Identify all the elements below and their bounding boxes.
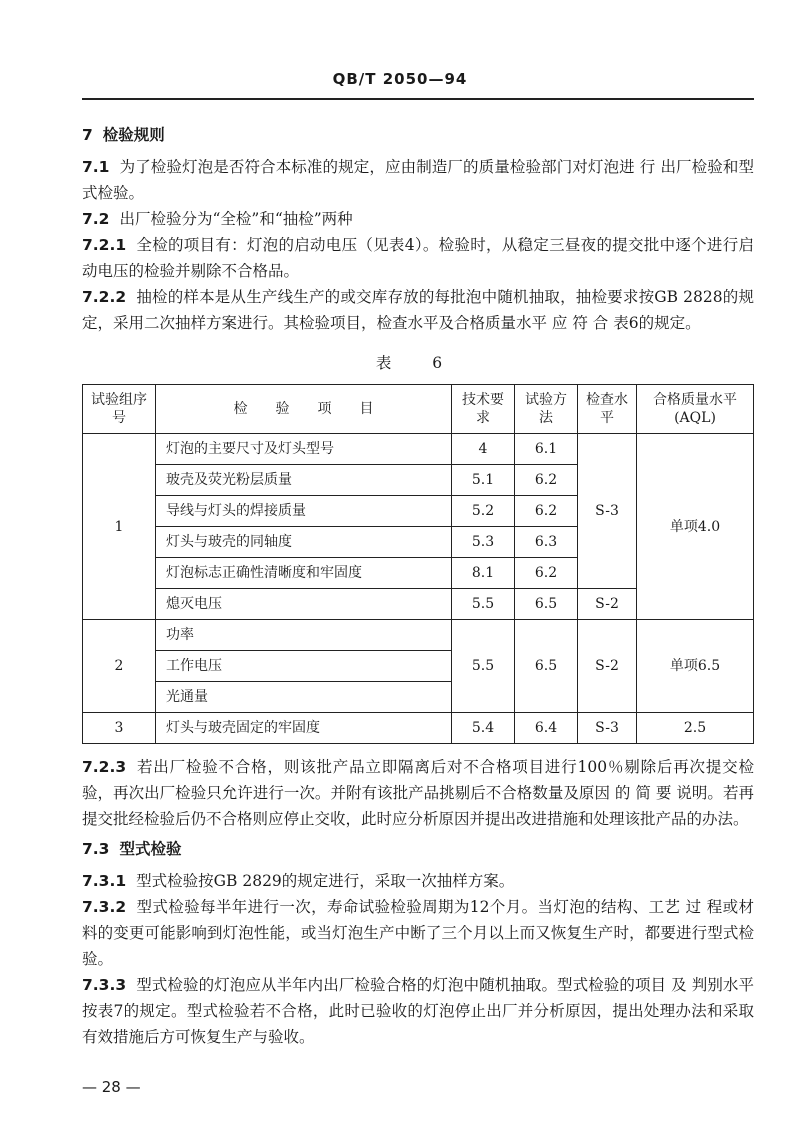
table-6-title: 表 6 (375, 354, 461, 372)
group-number: 2 (83, 620, 156, 713)
clause-text: 若出厂检验不合格，则该批产品立即隔离后对不合格项目进行100％剔除后再次提交检验，再次出厂检验只允许进行一次。并附有该批产品挑剔后不合格数量及原因 的 简 要 说明。若再提交批经检验后仍不合格则应停止交收，此时应分析原因并提出改进措施和处理该批产品的办法。 (82, 758, 754, 828)
clause-7-3-1 (82, 868, 754, 894)
clause-7-2 (82, 206, 754, 232)
col-tech-header: 技术要求 (452, 385, 515, 434)
clause-7-3-2 (82, 894, 754, 972)
method-cell: 6.2 (515, 496, 578, 527)
clause-number: 7.3.1 (82, 872, 127, 890)
tech-cell: 4 (452, 434, 515, 465)
clause-number: 7.2.3 (82, 758, 127, 776)
clause-text: 型式检验每半年进行一次，寿命试验检验周期为12个月。当灯泡的结构、工艺 过 程或材料的变更可能影响到灯泡性能，或当灯泡生产中断了三个月以上而又恢复生产时，都要进行型式检验。 (82, 898, 754, 968)
group-number: 3 (83, 713, 156, 744)
clause-number: 7.1 (82, 158, 110, 176)
clause-text: 全检的项目有：灯泡的启动电压（见表4）。检验时，从稳定三昼夜的提交批中逐个进行启动电压的检验并剔除不合格品。 (82, 236, 754, 280)
tech-cell: 5.4 (452, 713, 515, 744)
clause-7-2-2 (82, 284, 754, 336)
clause-text: 为了检验灯泡是否符合本标准的规定，应由制造厂的质量检验部门对灯泡进 行 出厂检验和型式检验。 (82, 158, 754, 202)
item-cell: 功率 (156, 620, 452, 651)
col-aql-header: 合格质量水平(AQL) (637, 385, 754, 434)
clause-number: 7.3 (82, 840, 110, 858)
col-level-header: 检查水平 (578, 385, 637, 434)
item-cell: 玻壳及荧光粉层质量 (156, 465, 452, 496)
tech-cell: 5.3 (452, 527, 515, 558)
col-group-header: 试验组序号 (83, 385, 156, 434)
page-number: — 28 — (82, 1078, 141, 1096)
aql-cell: 2.5 (637, 713, 754, 744)
clause-text: 出厂检验分为“全检”和“抽检”两种 (119, 210, 353, 228)
method-cell: 6.2 (515, 558, 578, 589)
method-cell: 6.3 (515, 527, 578, 558)
item-cell: 导线与灯头的焊接质量 (156, 496, 452, 527)
item-cell: 灯泡标志正确性清晰度和牢固度 (156, 558, 452, 589)
clause-number: 7.2 (82, 210, 110, 228)
clause-7-2-1 (82, 232, 754, 284)
method-cell: 6.5 (515, 620, 578, 713)
level-cell: S-3 (578, 434, 637, 589)
clause-number: 7.2.1 (82, 236, 127, 254)
header-rule (82, 98, 754, 100)
tech-cell: 5.5 (452, 620, 515, 713)
clause-text: 抽检的样本是从生产线生产的或交库存放的每批泡中随机抽取，抽检要求按GB 2828的规定，采用二次抽样方案进行。其检验项目，检查水平及合格质量水平 应 符 合 表6的规定。 (82, 288, 754, 332)
table-header-row (83, 385, 754, 434)
clause-number: 7.2.2 (82, 288, 127, 306)
section-title: 检验规则 (102, 125, 165, 144)
level-cell: S-3 (578, 713, 637, 744)
clause-text: 型式检验按GB 2829的规定进行，采取一次抽样方案。 (136, 872, 515, 890)
tech-cell: 5.2 (452, 496, 515, 527)
standard-code-header: QB/T 2050—94 (332, 70, 468, 88)
table-row (83, 620, 754, 651)
tech-cell: 5.1 (452, 465, 515, 496)
tech-cell: 8.1 (452, 558, 515, 589)
item-cell: 熄灭电压 (156, 589, 452, 620)
method-cell: 6.5 (515, 589, 578, 620)
section-number: 7 (82, 126, 93, 144)
item-cell: 光通量 (156, 682, 452, 713)
clause-text: 型式检验的灯泡应从半年内出厂检验合格的灯泡中随机抽取。型式检验的项目 及 判别水平按表7的规定。型式检验若不合格，此时已验收的灯泡停止出厂并分析原因，提出处理办法和采取有效措施后方可恢复生产与验收。 (82, 976, 754, 1046)
group-number: 1 (83, 434, 156, 620)
item-cell: 灯头与玻壳的同轴度 (156, 527, 452, 558)
section-7-heading (82, 122, 754, 148)
aql-cell: 单项6.5 (637, 620, 754, 713)
col-item-header: 检 验 项 目 (156, 385, 452, 434)
clause-number: 7.3.3 (82, 976, 127, 994)
method-cell: 6.4 (515, 713, 578, 744)
table-row (83, 713, 754, 744)
tech-cell: 5.5 (452, 589, 515, 620)
level-cell: S-2 (578, 620, 637, 713)
method-cell: 6.1 (515, 434, 578, 465)
document-body (82, 118, 754, 1050)
clause-7-3-3 (82, 972, 754, 1050)
item-cell: 灯泡的主要尺寸及灯头型号 (156, 434, 452, 465)
clause-text: 型式检验 (119, 839, 182, 858)
clause-number: 7.3.2 (82, 898, 127, 916)
inspection-table (82, 384, 754, 744)
item-cell: 灯头与玻壳固定的牢固度 (156, 713, 452, 744)
aql-cell: 单项4.0 (637, 434, 754, 620)
clause-7-1 (82, 154, 754, 206)
item-cell: 工作电压 (156, 651, 452, 682)
col-method-header: 试验方法 (515, 385, 578, 434)
method-cell: 6.2 (515, 465, 578, 496)
level-cell: S-2 (578, 589, 637, 620)
clause-7-3 (82, 836, 754, 862)
clause-7-2-3 (82, 754, 754, 832)
table-row (83, 434, 754, 465)
